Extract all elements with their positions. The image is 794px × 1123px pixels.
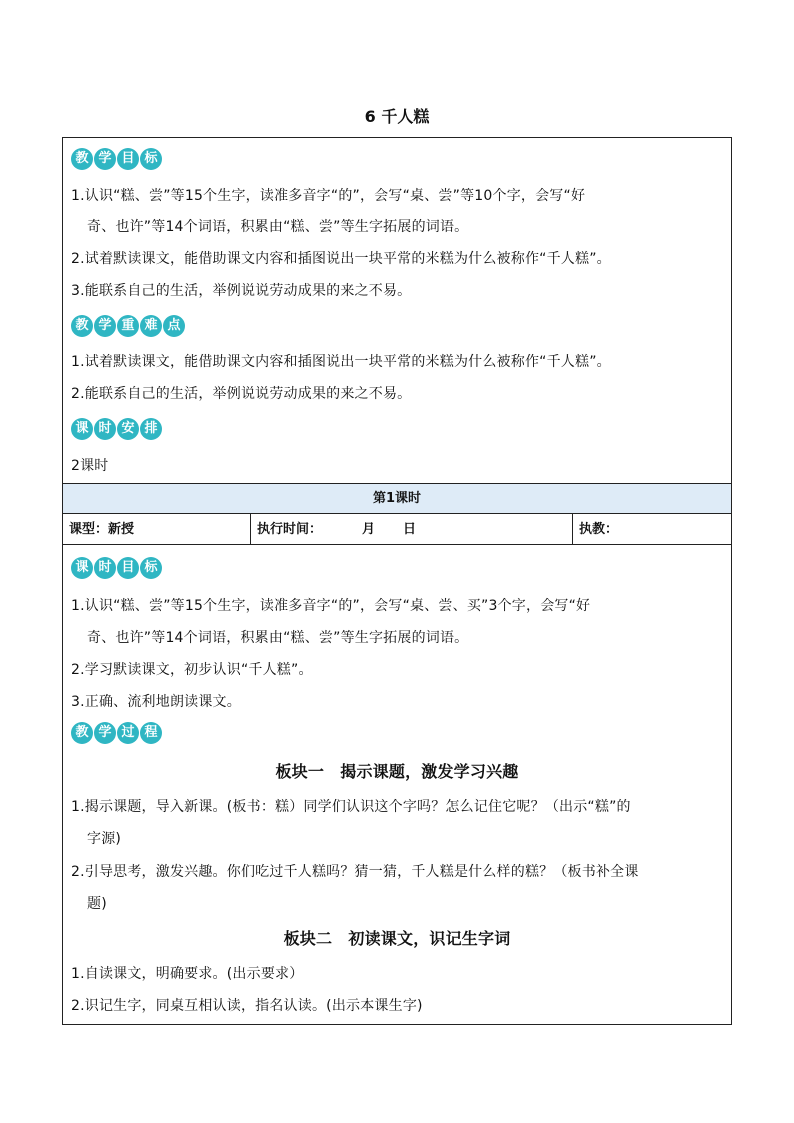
badge-char: 点 (163, 315, 185, 337)
teaching-goals-badge (71, 148, 162, 170)
badge-char: 目 (117, 148, 139, 170)
lesson-goal-line: 奇、也许”等14个词语，积累由“糕、尝”等生字拓展的词语。 (87, 630, 469, 646)
process-line: 2.识记生字，同桌互相认读，指名认读。(出示本课生字) (71, 998, 423, 1014)
lesson-goal-line: 1.认识“糕、尝”等15个生字，读准多音字“的”，会写“桌、尝、买”3个字，会写“好 (71, 598, 591, 614)
badge-char: 难 (140, 315, 162, 337)
teacher-cell: 执教： (579, 522, 619, 537)
badge-char: 目 (117, 557, 139, 579)
lesson-header: 第1课时 (63, 483, 731, 513)
goal-line: 1.认识“糕、尝”等15个生字，读准多音字“的”，会写“桌、尝”等10个字，会写“好 (71, 188, 586, 204)
lesson-goals-badge (71, 557, 162, 579)
badge-char: 过 (117, 722, 139, 744)
execution-time-cell (251, 514, 573, 544)
badge-char: 时 (94, 418, 116, 440)
schedule-text: 2课时 (71, 458, 109, 474)
badge-char: 程 (140, 722, 162, 744)
key-points-badge (71, 315, 185, 337)
lesson-one-section (63, 545, 731, 1024)
process-line: 2.引导思考，激发兴趣。你们吃过千人糕吗？猜一猜，千人糕是什么样的糕？（板书补全课 (71, 864, 639, 880)
goal-line: 3.能联系自己的生活，举例说说劳动成果的来之不易。 (71, 283, 412, 299)
lesson-type-cell: 课型：新授 (63, 514, 251, 544)
lesson-goal-line: 2.学习默读课文，初步认识“千人糕”。 (71, 662, 313, 678)
badge-char: 重 (117, 315, 139, 337)
badge-char: 课 (71, 557, 93, 579)
day-label: 日 (403, 522, 417, 537)
goal-line: 2.试着默读课文，能借助课文内容和插图说出一块平常的米糕为什么被称作“千人糕”。 (71, 251, 611, 267)
process-line: 字源) (87, 831, 122, 847)
badge-char: 排 (140, 418, 162, 440)
badge-char: 安 (117, 418, 139, 440)
badge-char: 教 (71, 315, 93, 337)
teaching-process-badge (71, 722, 162, 744)
block-one-title: 板块一 揭示课题，激发学习兴趣 (275, 762, 519, 781)
badge-char: 时 (94, 557, 116, 579)
key-point-line: 2.能联系自己的生活，举例说说劳动成果的来之不易。 (71, 386, 412, 402)
page-title: 6 千人糕 (364, 107, 430, 126)
badge-char: 标 (140, 148, 162, 170)
month-label: 月 (362, 522, 376, 537)
badge-char: 学 (94, 148, 116, 170)
process-line: 1.自读课文，明确要求。(出示要求） (71, 966, 304, 982)
overview-section (63, 138, 731, 483)
lesson-goal-line: 3.正确、流利地朗读课文。 (71, 694, 241, 710)
key-point-line: 1.试着默读课文，能借助课文内容和插图说出一块平常的米糕为什么被称作“千人糕”。 (71, 354, 611, 370)
process-line: 题) (87, 896, 107, 912)
badge-char: 教 (71, 148, 93, 170)
goal-line: 奇、也许”等14个词语，积累由“糕、尝”等生字拓展的词语。 (87, 219, 469, 235)
badge-char: 标 (140, 557, 162, 579)
badge-char: 教 (71, 722, 93, 744)
execution-time-label: 执行时间： (257, 522, 323, 537)
badge-char: 课 (71, 418, 93, 440)
badge-char: 学 (94, 315, 116, 337)
lesson-plan-table (62, 137, 732, 1025)
info-row (63, 513, 731, 545)
schedule-badge (71, 418, 162, 440)
badge-char: 学 (94, 722, 116, 744)
block-two-title: 板块二 初读课文，识记生字词 (283, 929, 511, 948)
process-line: 1.揭示课题，导入新课。(板书：糕）同学们认识这个字吗？怎么记住它呢？（出示“糕”的 (71, 799, 631, 815)
